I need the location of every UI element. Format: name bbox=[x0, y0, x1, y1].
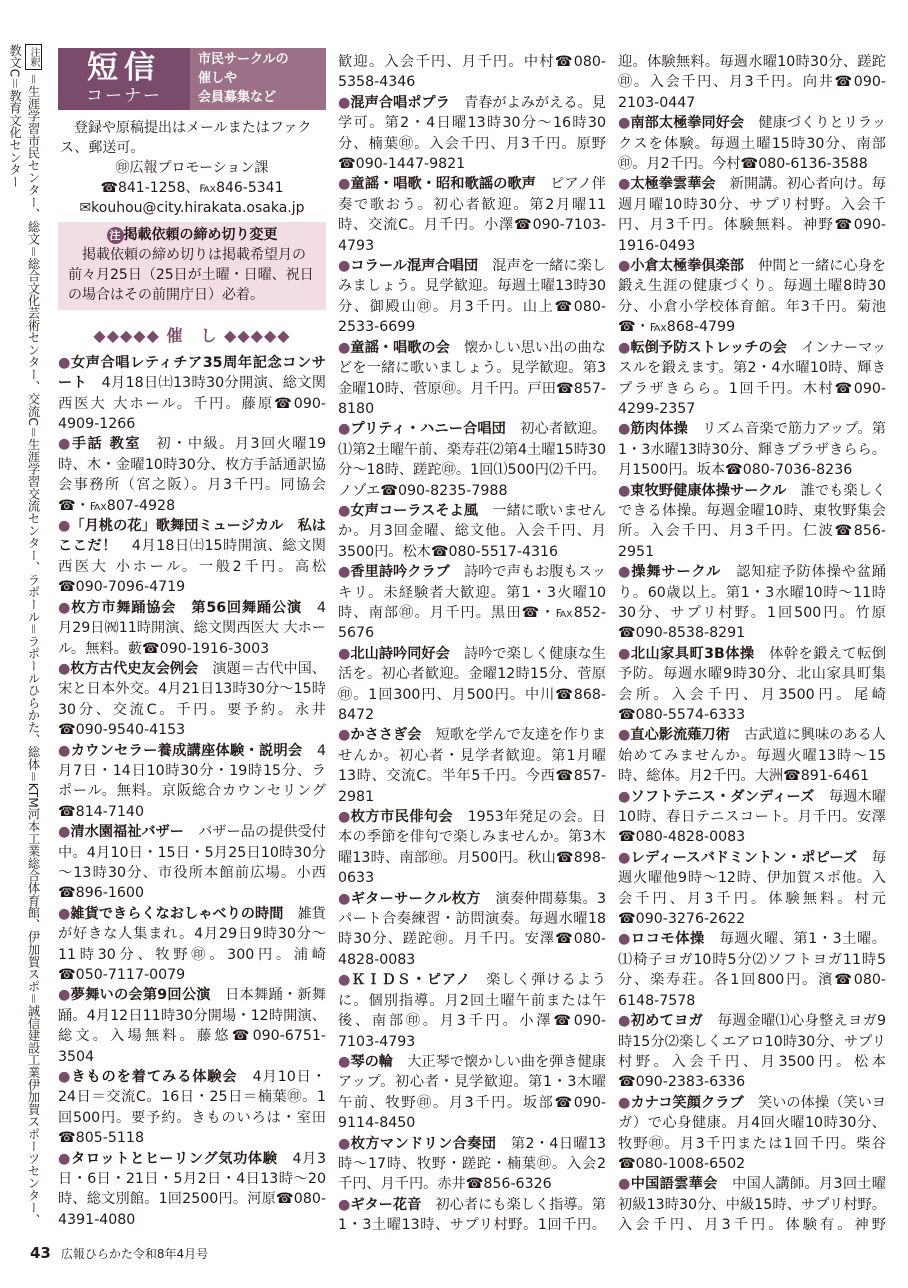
bullet-icon: ● bbox=[618, 1094, 631, 1111]
bullet-icon: ● bbox=[618, 176, 631, 193]
list-item-body: 4月7日・14日10時30分・19時15分、ラポール。無料。京阪総合カウンセリング☎814-7140 bbox=[58, 742, 326, 820]
intro-phone: ☎841-1258、℻846-5341 bbox=[100, 180, 284, 196]
list-item bbox=[338, 970, 606, 1052]
list-item-title: 北山家具町3B体操 bbox=[630, 645, 755, 662]
bullet-icon: ● bbox=[618, 258, 631, 275]
list-item-title: 東牧野健康体操サークル bbox=[630, 482, 787, 499]
list-item-title: カウンセラー養成講座体験・説明会 bbox=[70, 742, 303, 759]
list-item bbox=[618, 848, 886, 930]
list-item-body: 日本舞踊・新舞踊。4月12日11時30分開場・12時開演、総文。入場無料。藤悠☎090-6751-3504 bbox=[58, 987, 326, 1065]
list-item bbox=[338, 1052, 606, 1134]
list-item-title: 混声合唱ポプラ bbox=[350, 94, 450, 111]
list-item bbox=[338, 889, 606, 971]
bullet-icon: ● bbox=[58, 599, 72, 616]
bullet-icon: ● bbox=[58, 1069, 72, 1086]
issue-name: 広報ひらかた令和8年4月号 bbox=[60, 1247, 209, 1261]
bullet-icon: ● bbox=[58, 660, 71, 677]
list-item-body: 新開講。初心者向け。毎週月曜10時30分、サプリ村野。入会千円、月3千円。体験無料。神野☎090-1916-0493 bbox=[618, 176, 886, 254]
bullet-icon: ● bbox=[58, 742, 71, 759]
list-item bbox=[618, 1011, 886, 1093]
list-item bbox=[618, 1174, 886, 1238]
list-item-title: カナコ笑顔クラブ bbox=[630, 1094, 744, 1111]
column-1 bbox=[58, 48, 326, 1238]
list-item-body: 中国人講師。月3回土曜初級13時30分、中級15時、サプリ村野。入会千円、月3千円。体験有。神野 bbox=[618, 1176, 886, 1234]
list-item-title: きものを着てみる体験会 bbox=[71, 1069, 238, 1086]
list-item-body: 初・中級。月3回火曜19時、木・金曜10時30分、枚方手話通訳協会事務所（宮之阪）。月3千円。同協会☎・℻807-4928 bbox=[58, 436, 326, 514]
list-item-body: 認知症予防体操や盆踊り。60歳以上。第1・3水曜10時～11時30分、サプリ村野。1回500円。竹原☎090-8538-8291 bbox=[618, 564, 886, 642]
list-item-body: 一緒に歌いませんか。月3回金曜、総文他。入会千円、月3500円。松木☎080-5517-4316 bbox=[338, 502, 606, 560]
list-item bbox=[618, 1093, 886, 1175]
side-legend-tag: 注釈 bbox=[25, 44, 42, 70]
list-item-title: かささぎ会 bbox=[350, 727, 422, 744]
deadline-notice-title bbox=[68, 225, 316, 245]
list-item-title: 太極拳雲華会 bbox=[630, 176, 716, 193]
list-item-body: 歓迎。入会千円、月千円。中村☎080-5358-4346 bbox=[338, 54, 606, 91]
list-item-body: 演奏仲間募集。3パート合奏練習・訪問演奏。毎週水曜18時30分、蹉跎㊞。月千円。安澤☎080-4828-0083 bbox=[338, 890, 606, 968]
list-item-title: 直心影流薙刀術 bbox=[630, 727, 730, 744]
bullet-icon: ● bbox=[618, 849, 631, 866]
list-item-title: 「月桃の花」歌舞団ミュージカル 私はここだ！ bbox=[58, 518, 326, 555]
list-item-title: 枚方古代史友会例会 bbox=[70, 660, 199, 677]
list-item-title: 童謡・唱歌・昭和歌謡の歌声 bbox=[350, 176, 536, 193]
list-item-body: 大正琴で懐かしい曲を弾き健康アップ。初心者・見学歓迎。第1・3木曜午前、牧野㊞。月3千円。坂部☎090-9114-8450 bbox=[338, 1053, 606, 1132]
list-item-body: 演題＝古代中国、宋と日本外交。4月21日13時30分～15時30分、交流C。千円。要予約。永井☎090-9540-4153 bbox=[58, 660, 326, 739]
list-item-body: インナーマッスルを鍛えます。第2・4水曜10時、輝きプラザきらら。1回千円。木村☎090-4299-2357 bbox=[618, 339, 886, 417]
list-item-title: 初めてヨガ bbox=[630, 1013, 704, 1030]
deadline-notice bbox=[58, 222, 326, 310]
list-item-body: 詩吟で声もお腹もスッキリ。未経験者大歓迎。第1・3火曜10時、南部㊞。月千円。黒田☎・℻852-5676 bbox=[338, 564, 606, 642]
list-item bbox=[58, 353, 326, 435]
list-item bbox=[338, 807, 606, 889]
intro-text: 登録や原稿提出はメールまたはファクス、郵送可。 bbox=[60, 120, 312, 156]
events-list bbox=[58, 353, 326, 1230]
list-item-title: 転倒予防ストレッチの会 bbox=[630, 339, 787, 356]
bullet-icon: ● bbox=[618, 788, 631, 805]
list-item-body: 健康づくりとリラックスを体験。毎週土曜15時30分、南部㊞。月2千円。今村☎080-6136-3588 bbox=[618, 115, 886, 173]
list-item-title: レディースバドミントン・ポピーズ bbox=[630, 849, 858, 866]
section-events-heading: ◆◆◆◆◆ 催 し ◆◆◆◆◆ bbox=[93, 326, 291, 346]
bullet-icon: ● bbox=[618, 931, 631, 948]
bullet-icon: ● bbox=[338, 890, 351, 907]
list-item-body: ピアノ伴奏で歌おう。初心者歓迎。第2月曜11時、交流C。月千円。小澤☎090-7103-4793 bbox=[338, 176, 606, 254]
list-item-body: 楽しく弾けるように。個別指導。月2回土曜午前または午後、南部㊞。月3千円。小澤☎090-7103-4793 bbox=[338, 972, 606, 1050]
list-item bbox=[58, 741, 326, 823]
deadline-notice-body: 掲載依頼の締め切りは掲載希望月の前々月25日（25日が土曜・日曜、祝日の場合はその前開庁日）必着。 bbox=[68, 247, 314, 304]
bullet-icon: ● bbox=[338, 421, 351, 438]
list-item-title: プリティ・ハニー合唱団 bbox=[350, 421, 506, 438]
list-item bbox=[618, 562, 886, 644]
intro bbox=[58, 118, 326, 218]
list-item bbox=[58, 659, 326, 741]
bullet-icon: ● bbox=[618, 482, 631, 499]
bullet-icon: ● bbox=[58, 987, 71, 1004]
list-item bbox=[338, 93, 606, 175]
list-item-body: 仲間と一緒に心身を鍛え生涯の健康づくり。毎週土曜8時30分、小倉小学校体育館。年3千円。菊池☎・℻868-4799 bbox=[618, 258, 886, 336]
list-item-body: 誰でも楽しくできる体操。毎週金曜10時、東牧野集会所。入会千円、月3千円。仁波☎856-2951 bbox=[618, 482, 886, 560]
bullet-icon: ● bbox=[338, 258, 351, 275]
list-item-body: 4月29日㈷11時開演、総文関西医大 大ホール。無料。藪☎090-1916-3003 bbox=[58, 599, 326, 657]
list-item-body: 雑貨が好きな人集まれ。4月29日9時30分～11時30分、牧野㊞。300円。浦崎☎050-7117-0079 bbox=[58, 905, 326, 983]
list-item bbox=[618, 256, 886, 338]
bullet-icon: ● bbox=[58, 354, 71, 371]
list-item-title: ロコモ体操 bbox=[630, 931, 705, 948]
bullet-icon: ● bbox=[618, 727, 631, 744]
list-item bbox=[338, 501, 606, 562]
corner-subtitle-line-1: 市民サークルの bbox=[198, 52, 289, 67]
list-item bbox=[338, 644, 606, 726]
list-item bbox=[618, 174, 886, 256]
list-item-body: 4月18日㈯13時30分開演、総文関西医大 大ホール。千円。藤原☎090-4909-1266 bbox=[58, 375, 326, 433]
members-list-end bbox=[618, 52, 886, 1238]
list-item bbox=[618, 725, 886, 786]
list-item-body: 1953年発足の会。日本の季節を俳句で楽しみませんか。第3木曜13時、南部㊞。月500円。秋山☎898-0633 bbox=[338, 809, 606, 887]
list-item-body: 混声を一緒に楽しみましょう。見学歓迎。毎週土曜13時30分、御殿山㊞。月3千円。山上☎080-2533-6699 bbox=[338, 258, 606, 336]
list-item-body: 初心者にも楽しく指導。第1・3土曜13時、サプリ村野。1回千円。 bbox=[338, 1196, 606, 1234]
list-item bbox=[338, 256, 606, 338]
bullet-icon: ● bbox=[618, 115, 631, 132]
list-item-title: 清水園福祉バザー bbox=[70, 824, 184, 841]
list-item bbox=[618, 113, 886, 174]
list-item bbox=[58, 516, 326, 598]
list-item-body: 4月18日㈯15時開演、総文関西医大 小ホール。一般2千円。高松☎090-7096-4719 bbox=[58, 538, 326, 596]
bullet-icon: ● bbox=[338, 972, 352, 989]
members-list-continued bbox=[338, 52, 606, 1238]
notice-mark-icon: 注 bbox=[107, 227, 124, 244]
list-item bbox=[338, 562, 606, 644]
list-item-body: 初心者歓迎。⑴第2土曜午前、楽寿荘⑵第4土曜15時30分～18時、蹉跎㊞。1回⑴500円⑵千円。ノゾエ☎090-8235-7988 bbox=[338, 421, 606, 499]
list-item-title: 夢舞いの会第9回公演 bbox=[70, 987, 211, 1004]
list-item-title: 手話 教室 bbox=[71, 436, 141, 453]
list-item-title: 操舞サークル bbox=[631, 564, 722, 581]
list-item bbox=[338, 725, 606, 807]
list-item-title: ギター花音 bbox=[350, 1196, 422, 1213]
bullet-icon: ● bbox=[338, 1135, 351, 1152]
list-item-body: 迎。体験無料。毎週水曜10時30分、蹉跎㊞。入会千円、月3千円。向井☎090-2103-0447 bbox=[618, 54, 886, 111]
list-item bbox=[618, 929, 886, 1011]
corner-title-big: 短信 bbox=[87, 50, 161, 86]
list-item bbox=[338, 1195, 606, 1238]
list-item bbox=[58, 1149, 326, 1231]
list-item-body: 青春がよみがえる。見学可。第2・4日曜13時30分～16時30分、楠葉㊞。入会千円、月3千円。原野☎090-1447-9821 bbox=[338, 94, 606, 173]
bullet-icon: ● bbox=[618, 339, 631, 356]
bullet-icon: ● bbox=[338, 502, 351, 519]
bullet-icon: ● bbox=[58, 518, 71, 535]
list-item-body: 4月10日・24日＝交流C。16日・25日＝楠葉㊞。1回500円。要予約。きものいろは・室田☎805-5118 bbox=[58, 1069, 326, 1147]
list-item-title: 香里詩吟クラブ bbox=[350, 564, 450, 581]
side-legend bbox=[8, 44, 42, 1234]
bullet-icon: ● bbox=[618, 645, 631, 662]
list-item-title: 小倉太極拳倶楽部 bbox=[630, 258, 744, 275]
list-item bbox=[58, 1067, 326, 1149]
page-footer bbox=[30, 1244, 530, 1268]
list-item-body: 毎週火曜他9時～12時、伊加賀スポ他。入会千円、月3千円。体験無料。村元☎090-3276-2622 bbox=[618, 849, 886, 928]
column-2 bbox=[338, 52, 606, 1238]
list-item-title: 筋肉体操 bbox=[630, 421, 688, 438]
list-item-title: タロットとヒーリング気功体験 bbox=[71, 1150, 278, 1167]
list-item-body: 詩吟で楽しく健康な生活を。初心者歓迎。金曜12時15分、菅原㊞。1回300円、月500円。中川☎868-8472 bbox=[338, 645, 606, 723]
intro-dept: ㊞広報プロモーション課 bbox=[115, 160, 269, 176]
list-item-body: 第2・4日曜13時～17時、牧野・蹉跎・楠葉㊞。入会2千円、月千円。赤井☎856-6326 bbox=[338, 1135, 606, 1193]
list-item-body: 体幹を鍛えて転倒予防。毎週水曜9時30分、北山家具町集会所。入会千円、月3500円。尾崎☎080-5574-6333 bbox=[618, 645, 886, 723]
list-item-body: リズム音楽で筋力アップ。第1・3水曜13時30分、輝きプラザきらら。月1500円。坂本☎080-7036-8236 bbox=[618, 421, 886, 479]
bullet-icon: ● bbox=[58, 824, 71, 841]
list-item bbox=[618, 419, 886, 480]
bullet-icon: ● bbox=[338, 727, 351, 744]
corner-title-small: コーナー bbox=[86, 86, 162, 106]
bullet-icon: ● bbox=[338, 564, 351, 581]
list-item-title: ＫＩＤＳ・ピアノ bbox=[351, 972, 471, 989]
list-item-body: 毎週木曜10時、春日テニスコート。月千円。安澤☎080-4828-0083 bbox=[618, 788, 886, 846]
list-item-title: 中国語雲華会 bbox=[630, 1176, 718, 1193]
list-item bbox=[58, 598, 326, 659]
bullet-icon: ● bbox=[58, 1150, 72, 1167]
bullet-icon: ● bbox=[338, 339, 351, 356]
list-item-title: コラール混声合唱団 bbox=[350, 258, 479, 275]
bullet-icon: ● bbox=[338, 1196, 351, 1213]
list-item-title: 童謡・唱歌の会 bbox=[350, 339, 450, 356]
list-item bbox=[58, 434, 326, 516]
bullet-icon: ● bbox=[618, 421, 631, 438]
list-item-body: 毎週金曜⑴心身整えヨガ9時15分⑵楽しくエアロ10時30分、サプリ村野。入会千円、月3500円。松本☎090-2383-6336 bbox=[618, 1013, 886, 1091]
deadline-notice-title-text: 掲載依頼の締め切り変更 bbox=[123, 227, 278, 243]
list-item bbox=[58, 985, 326, 1067]
list-item bbox=[338, 419, 606, 501]
column-3 bbox=[618, 52, 886, 1238]
bullet-icon: ● bbox=[338, 1053, 351, 1070]
list-item bbox=[618, 481, 886, 563]
list-item-body: 笑いの体操（笑いヨガ）で心身健康。月4回火曜10時30分、牧野㊞。月3千円または1回千円。柴谷☎080-1008-6502 bbox=[618, 1094, 886, 1172]
bullet-icon: ● bbox=[338, 809, 351, 826]
list-item bbox=[618, 787, 886, 848]
intro-email[interactable]: ✉kouhou@city.hirakata.osaka.jp bbox=[79, 200, 305, 216]
list-item bbox=[338, 338, 606, 420]
list-item bbox=[618, 52, 886, 113]
bullet-icon: ● bbox=[58, 436, 72, 453]
list-item bbox=[58, 822, 326, 904]
list-item bbox=[618, 644, 886, 726]
list-item bbox=[58, 904, 326, 986]
list-item-title: 琴の輪 bbox=[350, 1053, 394, 1070]
list-item-title: 雑貨できらくなおしゃべりの時間 bbox=[70, 905, 284, 922]
list-item-title: 枚方マンドリン合奏団 bbox=[350, 1135, 497, 1152]
corner-header bbox=[58, 48, 326, 110]
list-item-title: 南部太極拳同好会 bbox=[630, 115, 745, 132]
corner-subtitle-line-2: 催しや bbox=[198, 71, 238, 86]
list-item-title: 枚方市舞踊協会 第56回舞踊公演 bbox=[71, 599, 302, 616]
list-item-title: ギターサークル枚方 bbox=[350, 890, 481, 907]
list-item bbox=[338, 174, 606, 256]
list-item-title: 女声コーラスそよ風 bbox=[350, 502, 479, 519]
bullet-icon: ● bbox=[58, 905, 71, 922]
bullet-icon: ● bbox=[618, 564, 632, 581]
side-legend-text: ＝生涯学習市民センター、総文＝総合文化芸術センター、交流C＝生涯学習交流センター、ラポール＝ラポールひらかた、総体＝KTM河本工業総合体育館、伊加賀スポ＝誠信建設工業伊加賀スポーツセンター、教文C＝教育文化センター bbox=[8, 44, 40, 1227]
page-number: 43 bbox=[30, 1244, 51, 1262]
list-item-body: 4月3日・6日・21日・5月2日・4日13時～20時、総文別館。1回2500円。河原☎080-4391-4080 bbox=[58, 1150, 326, 1228]
list-item bbox=[618, 338, 886, 420]
bullet-icon: ● bbox=[338, 176, 351, 193]
list-item-body: 懐かしい思い出の曲などを一緒に歌いましょう。見学歓迎。第3金曜10時、菅原㊞。月千円。戸田☎857-8180 bbox=[338, 339, 606, 417]
corner-subtitle-line-3: 会員募集など bbox=[198, 90, 277, 105]
list-item-body: 短歌を学んで友達を作りませんか。初心者・見学者歓迎。第1月曜13時、交流C。半年5千円。今西☎857-2981 bbox=[338, 727, 606, 805]
list-item bbox=[338, 1134, 606, 1195]
list-item-title: 枚方市民俳句会 bbox=[350, 809, 454, 826]
bullet-icon: ● bbox=[338, 94, 351, 111]
corner-title bbox=[58, 48, 190, 110]
bullet-icon: ● bbox=[618, 1176, 631, 1193]
bullet-icon: ● bbox=[338, 645, 351, 662]
bullet-icon: ● bbox=[618, 1013, 631, 1030]
list-item bbox=[338, 52, 606, 93]
list-item-title: 北山詩吟同好会 bbox=[350, 645, 450, 662]
list-item-title: ソフトテニス・ダンディーズ bbox=[630, 788, 815, 805]
list-item-body: 古武道に興味のある人始めてみませんか。毎週火曜13時～15時、総体。月2千円。大洲☎891-6461 bbox=[618, 727, 886, 785]
list-item-body: バザー品の提供受付中。4月10日・15日・5月25日10時30分～13時30分、市役所本館前広場。小西☎896-1600 bbox=[58, 824, 326, 902]
list-item-title: 女声合唱レティチア35周年記念コンサート bbox=[58, 354, 326, 392]
list-item-body: 毎週火曜、第1・3土曜。⑴椅子ヨガ10時5分⑵ソフトヨガ11時5分、楽寿荘。各1回800円。濱☎080-6148-7578 bbox=[618, 931, 886, 1009]
corner-subtitle bbox=[190, 48, 326, 110]
